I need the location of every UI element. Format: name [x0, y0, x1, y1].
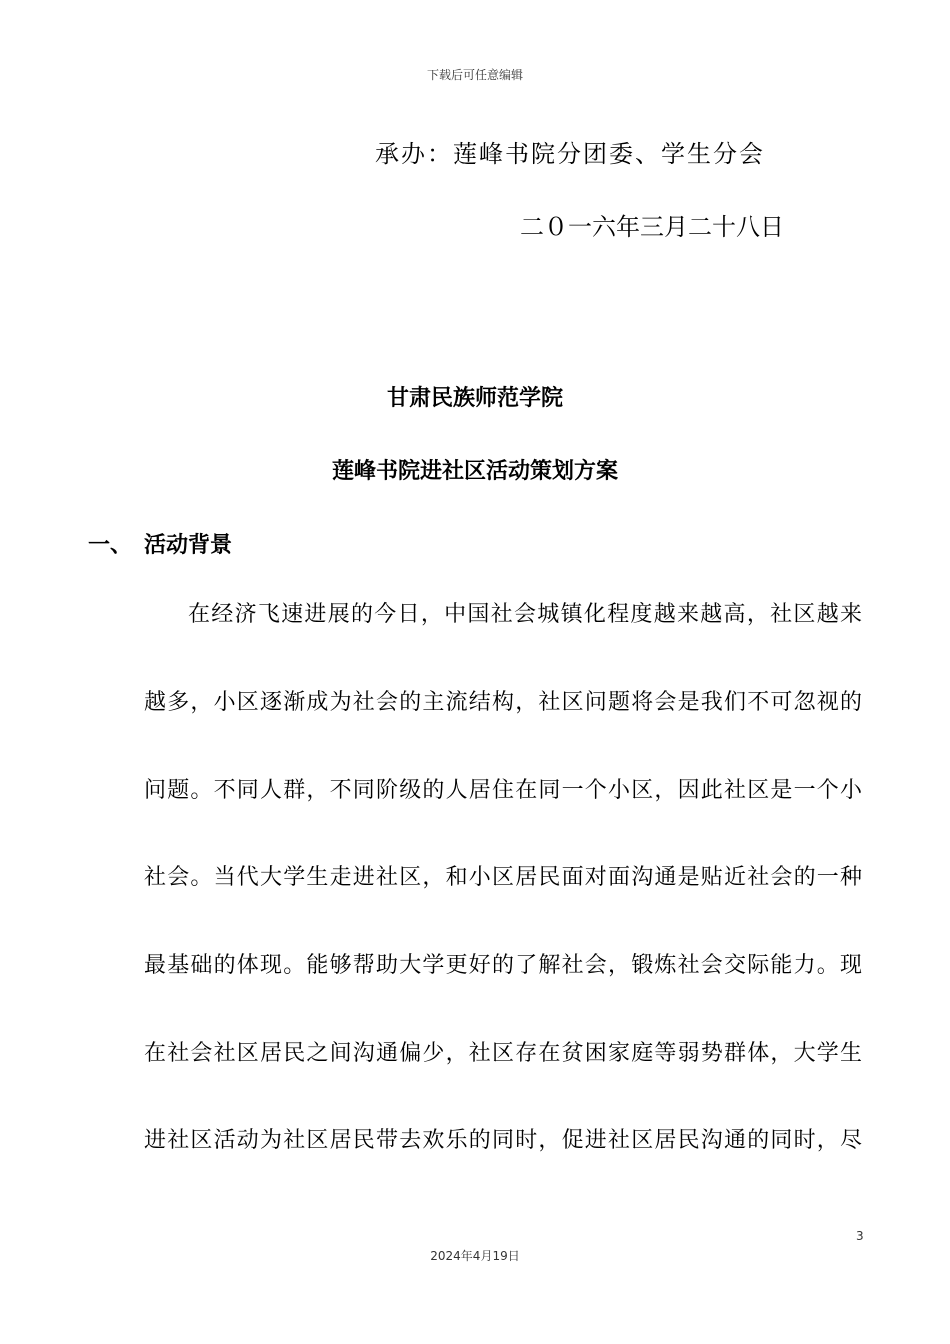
section-number: 一、 [88, 533, 133, 558]
paragraph-line: 在社会社区居民之间沟通偏少，社区存在贫困家庭等弱势群体，大学生 [144, 1041, 862, 1066]
page-number: 3 [856, 1229, 864, 1243]
paragraph-line: 最基础的体现。能够帮助大学更好的了解社会，锻炼社会交际能力。现 [144, 953, 862, 978]
header-note: 下载后可任意编辑 [426, 68, 523, 82]
paragraph-line: 进社区活动为社区居民带去欢乐的同时，促进社区居民沟通的同时，尽 [144, 1128, 862, 1153]
footer-date: 2024年4月19日 [430, 1249, 520, 1263]
paragraph-line: 在经济飞速进展的今日，中国社会城镇化程度越来越高，社区越来 [188, 602, 862, 627]
section-title: 活动背景 [144, 533, 233, 558]
paragraph-line: 社会。当代大学生走进社区，和小区居民面对面沟通是贴近社会的一种 [144, 865, 862, 890]
document-title-school: 甘肃民族师范学院 [386, 386, 563, 411]
paragraph-line: 问题。不同人群，不同阶级的人居住在同一个小区，因此社区是一个小 [144, 778, 862, 803]
section-heading [88, 528, 232, 559]
cover-date: 二０一六年三月二十八日 [520, 213, 784, 241]
organizer-line: 承办：莲峰书院分团委、学生分会 [375, 140, 765, 168]
paragraph-line: 越多，小区逐渐成为社会的主流结构，社区问题将会是我们不可忽视的 [144, 690, 862, 715]
document-title-plan: 莲峰书院进社区活动策划方案 [331, 459, 618, 484]
